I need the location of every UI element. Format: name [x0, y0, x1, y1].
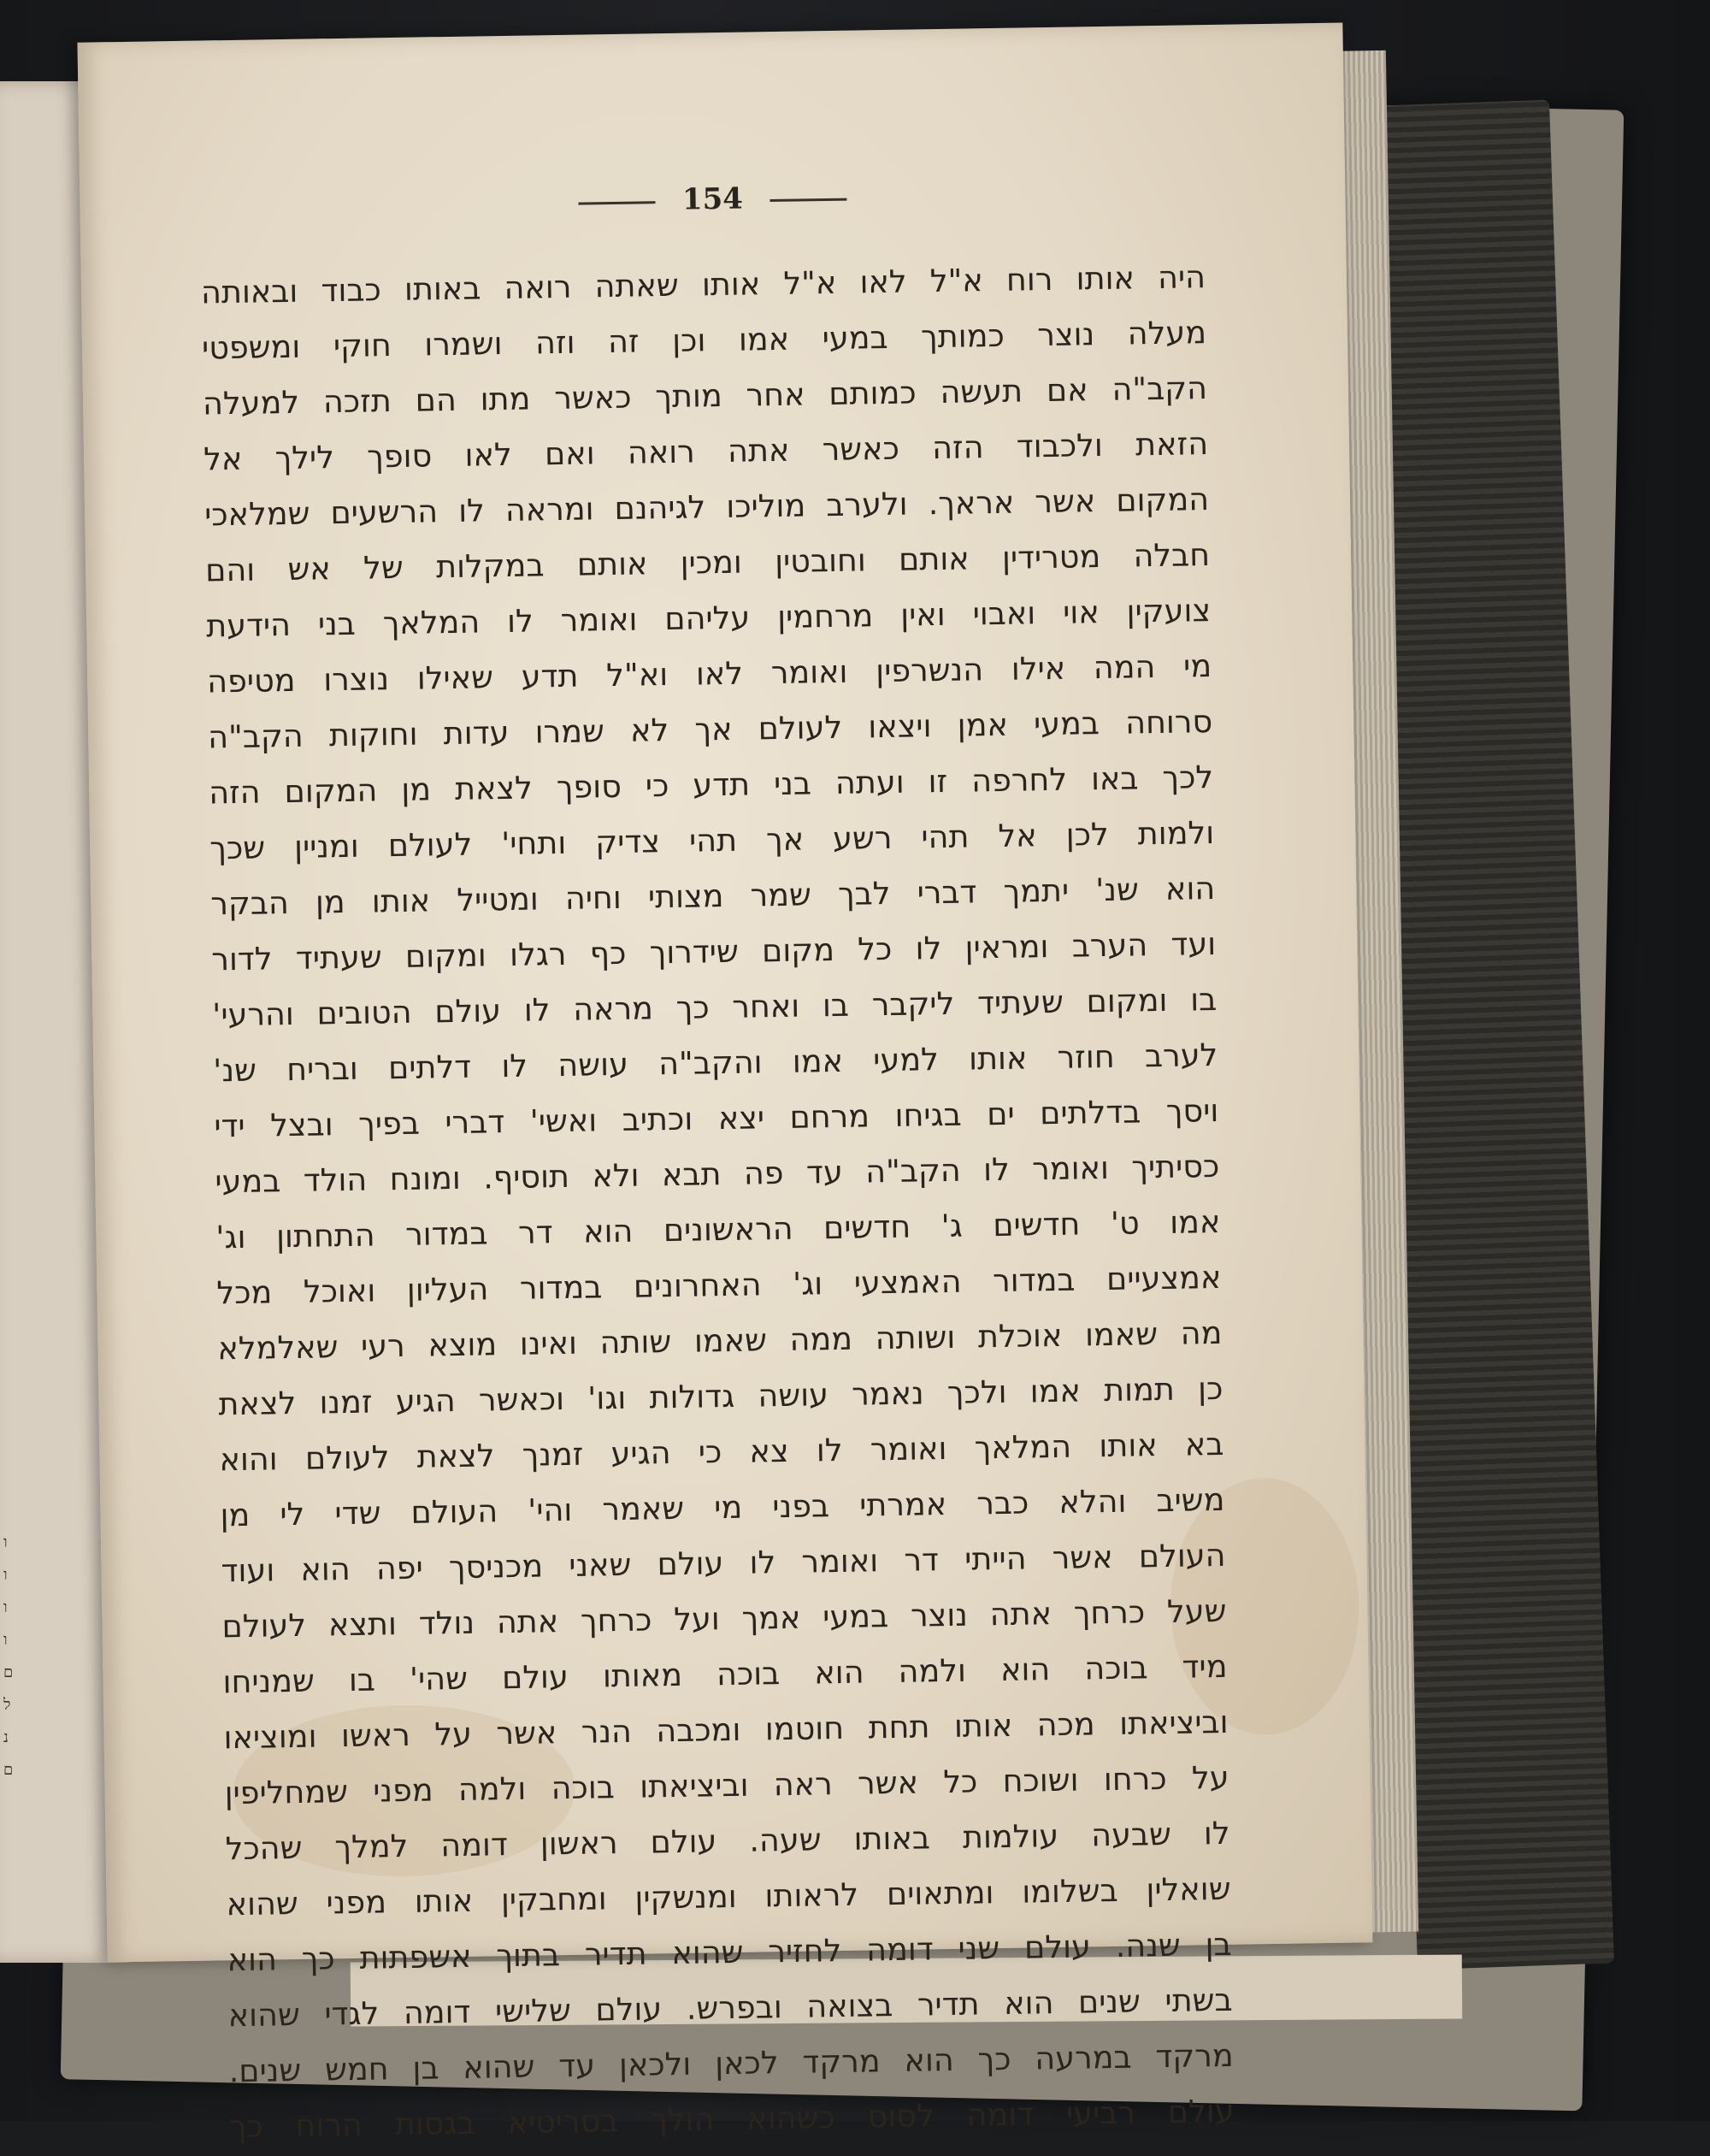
text-line: המקום אשר אראך. ולערב מוליכו לגיהנם ומראה לו הרשעים שמלאכי — [203, 481, 1210, 534]
text-line: העולם אשר הייתי דר ואומר לו עולם שאני מכניסך יפה הוא ועוד — [221, 1536, 1226, 1590]
margin-letter: ם — [3, 1663, 14, 1681]
header-rule-right — [770, 198, 847, 201]
text-line: צועקין אוי ואבוי ואין מרחמין עליהם ואומר לו המלאך בני הידעת — [205, 592, 1212, 645]
text-line: עולם רביעי דומה לסוס כשהוא הולך בסריטיא בגסות הרוח כך — [229, 2092, 1235, 2146]
right-page — [77, 23, 1372, 2146]
text-line: אמצעיים במדור האמצעי וג' האחרונים במדור העליון ואוכל מכל — [216, 1258, 1222, 1312]
margin-letter: ו — [3, 1566, 8, 1584]
page-body-text — [201, 249, 1235, 2154]
text-line: בן שנה. עולם שני דומה לחזיר שהוא תדיר בתוך אשפתות כך הוא — [227, 1925, 1232, 1979]
text-line: משיב והלא כבר אמרתי בפני מי שאמר והי' העולם שדי לי מן — [220, 1480, 1225, 1534]
text-line: חבלה מטרידין אותם וחובטין ומכין אותם במקלות של אש והם — [204, 536, 1211, 589]
text-line: ולמות לכן אל תהי רשע אך תהי צדיק ותחי' לעולם ומניין שכך — [209, 813, 1215, 867]
header-rule-left — [578, 201, 655, 204]
page-header — [80, 172, 1345, 226]
text-line: וביציאתו מכה אותו תחת חוטמו ומכבה הנר אשר על ראשו ומוציאו — [223, 1703, 1229, 1757]
margin-letter: ו — [3, 1631, 8, 1649]
text-line: לכך באו לחרפה זו ועתה בני תדע כי סופך לצאת מן המקום הזה — [208, 759, 1214, 812]
text-line: הוא שנ' יתמך דברי לבך שמר מצותי וחיה ומטייל אותו מן הבקר — [209, 869, 1216, 923]
text-line: בא אותו המלאך ואומר לו צא כי הגיע זמנך לצאת לעולם והוא — [219, 1425, 1224, 1479]
text-line: לערב חוזר אותו למעי אמו והקב"ה עושה לו דלתים ובריח שנ' — [213, 1036, 1218, 1090]
margin-letter: ו — [3, 1533, 8, 1551]
text-line: ועד הערב ומראין לו כל מקום שידרוך כף רגלו ומקום שעתיד לדור — [210, 924, 1217, 978]
margin-letter: נ — [3, 1728, 9, 1746]
text-line: ויסך בדלתים ים בגיחו מרחם יצא וכתיב ואשי' דברי בפיך ובצל ידי — [214, 1091, 1219, 1145]
margin-letter: ם — [3, 1761, 14, 1779]
text-line: כסיתיך ואומר לו הקב"ה עד פה תבא ולא תוסיף. ומונח הולד במעי — [215, 1147, 1220, 1201]
text-line: לו שבעה עולמות באותו שעה. עולם ראשון דומה למלך שהכל — [225, 1814, 1230, 1868]
page-number: 154 — [681, 181, 744, 217]
text-line: שעל כרחך אתה נוצר במעי אמך ועל כרחך אתה נולד ותצא לעולם — [221, 1592, 1227, 1645]
margin-letter: ו — [3, 1598, 8, 1616]
text-line: אמו ט' חדשים ג' חדשים הראשונים הוא דר במדור התחתון וג' — [215, 1202, 1221, 1256]
margin-letter: ל — [3, 1696, 11, 1714]
text-line: מי המה אילו הנשרפין ואומר לאו וא"ל תדע שאילו נוצרו מטיפה — [206, 647, 1212, 700]
text-line: מיד בוכה הוא ולמה הוא בוכה מאותו עולם שהי' בו שמניחו — [222, 1647, 1228, 1701]
text-line: מעלה נוצר כמותך במעי אמו וכן זה וזה ושמרו חוקי ומשפטי — [201, 314, 1207, 367]
text-line: שואלין בשלומו ומתאוים לראותו ומנשקין ומחבקין אותו מפני שהוא — [226, 1870, 1231, 1923]
text-line: על כרחו ושוכח כל אשר ראה וביציאתו בוכה ולמה מפני שמחליפין — [224, 1758, 1229, 1812]
text-line: כן תמות אמו ולכך נאמר עושה גדולות וגו' וכאשר הגיע זמנו לצאת — [218, 1369, 1224, 1423]
text-line: היה אותו רוח א"ל לאו א"ל אותו שאתה רואה באותו כבוד ובאותה — [200, 258, 1206, 311]
text-line: בו ומקום שעתיד ליקבר בו ואחר כך מראה לו עולם הטובים והרעי' — [212, 980, 1218, 1034]
left-page-margin-letters — [3, 1527, 21, 1787]
text-line: סרוחה במעי אמן ויצאו לעולם אך לא שמרו עדות וחוקות הקב"ה — [207, 703, 1213, 756]
text-line: בשתי שנים הוא תדיר בצואה ובפרש. עולם שלישי דומה לגדי שהוא — [227, 1981, 1233, 2035]
text-line: מרקד במרעה כך הוא מרקד לכאן ולכאן עד שהוא בן חמש שנים. — [228, 2036, 1234, 2090]
text-line: מה שאמו אוכלת ושותה ממה שאמו שותה ואינו מוצא רעי שאלמלא — [217, 1314, 1223, 1367]
text-line: הזאת ולכבוד הזה כאשר אתה רואה ואם לאו סופך לילך אל — [203, 425, 1209, 478]
text-line: הקב"ה אם תעשה כמותם אחר מותך כאשר מתו הם תזכה למעלה — [202, 369, 1208, 422]
